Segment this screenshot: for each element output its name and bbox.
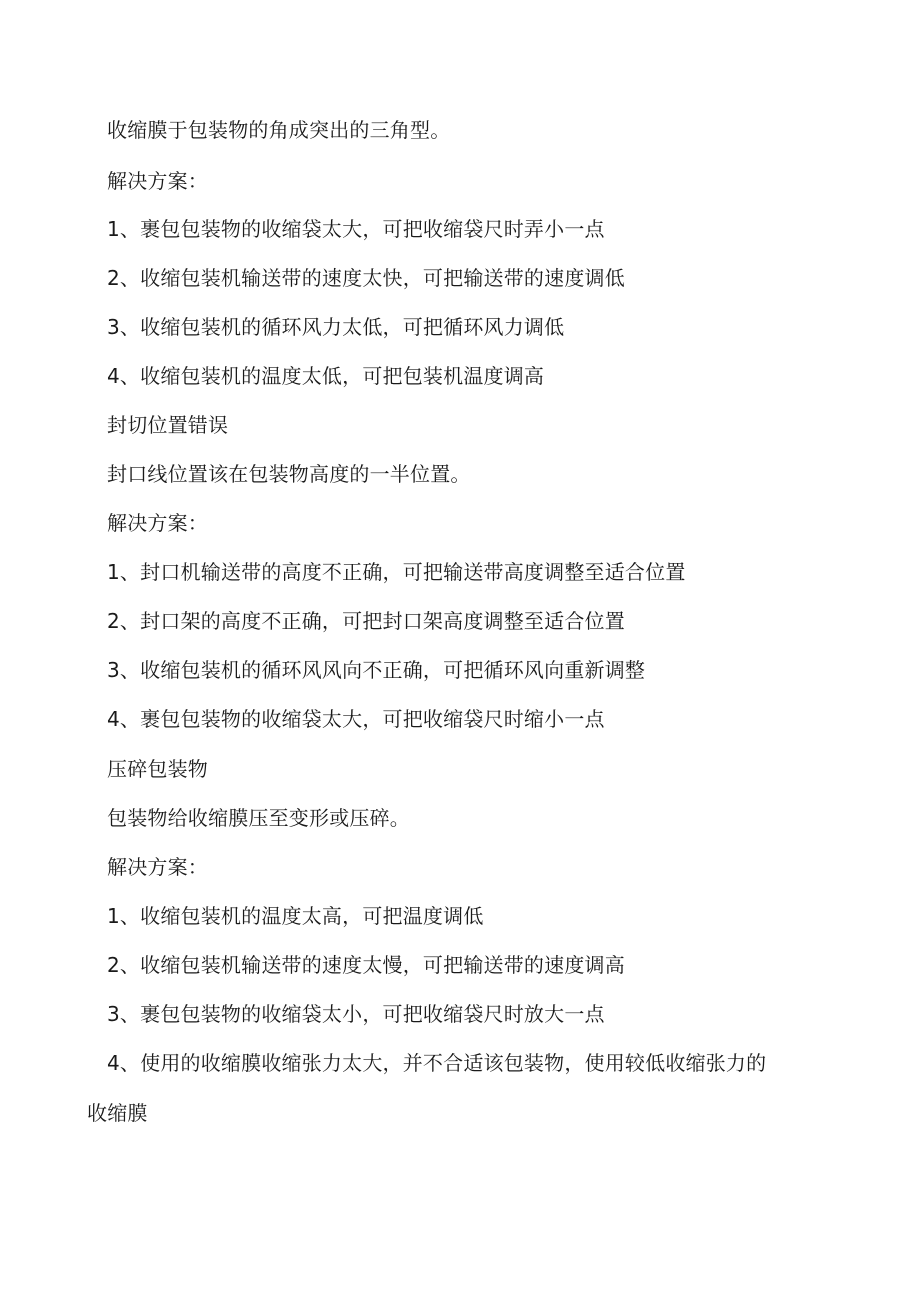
list-item: 4、使用的收缩膜收缩张力太大，并不合适该包装物，使用较低收缩张力的 (107, 1051, 767, 1075)
section-label: 解决方案： (107, 855, 208, 879)
list-item: 1、裹包包装物的收缩袋太大，可把收缩袋尺时弄小一点 (107, 217, 605, 241)
list-item: 4、收缩包装机的温度太低，可把包装机温度调高 (107, 364, 545, 388)
list-item: 3、裹包包装物的收缩袋太小，可把收缩袋尺时放大一点 (107, 1002, 605, 1026)
list-item: 2、收缩包装机输送带的速度太慢，可把输送带的速度调高 (107, 953, 625, 977)
section-heading: 压碎包装物 (107, 757, 208, 781)
list-item: 1、封口机输送带的高度不正确，可把输送带高度调整至适合位置 (107, 560, 686, 584)
text-line: 封口线位置该在包装物高度的一半位置。 (107, 462, 471, 486)
list-item: 4、裹包包装物的收缩袋太大，可把收缩袋尺时缩小一点 (107, 707, 605, 731)
list-item: 2、封口架的高度不正确，可把封口架高度调整至适合位置 (107, 609, 625, 633)
list-item: 1、收缩包装机的温度太高，可把温度调低 (107, 904, 484, 928)
list-item: 2、收缩包装机输送带的速度太快，可把输送带的速度调低 (107, 266, 625, 290)
list-item-continuation: 收缩膜 (87, 1101, 148, 1125)
section-heading: 封切位置错误 (107, 413, 229, 437)
text-line: 收缩膜于包装物的角成突出的三角型。 (107, 118, 451, 142)
text-line: 包装物给收缩膜压至变形或压碎。 (107, 806, 410, 830)
section-label: 解决方案： (107, 169, 208, 193)
section-label: 解决方案： (107, 511, 208, 535)
list-item: 3、收缩包装机的循环风力太低，可把循环风力调低 (107, 315, 565, 339)
list-item: 3、收缩包装机的循环风风向不正确，可把循环风向重新调整 (107, 658, 646, 682)
